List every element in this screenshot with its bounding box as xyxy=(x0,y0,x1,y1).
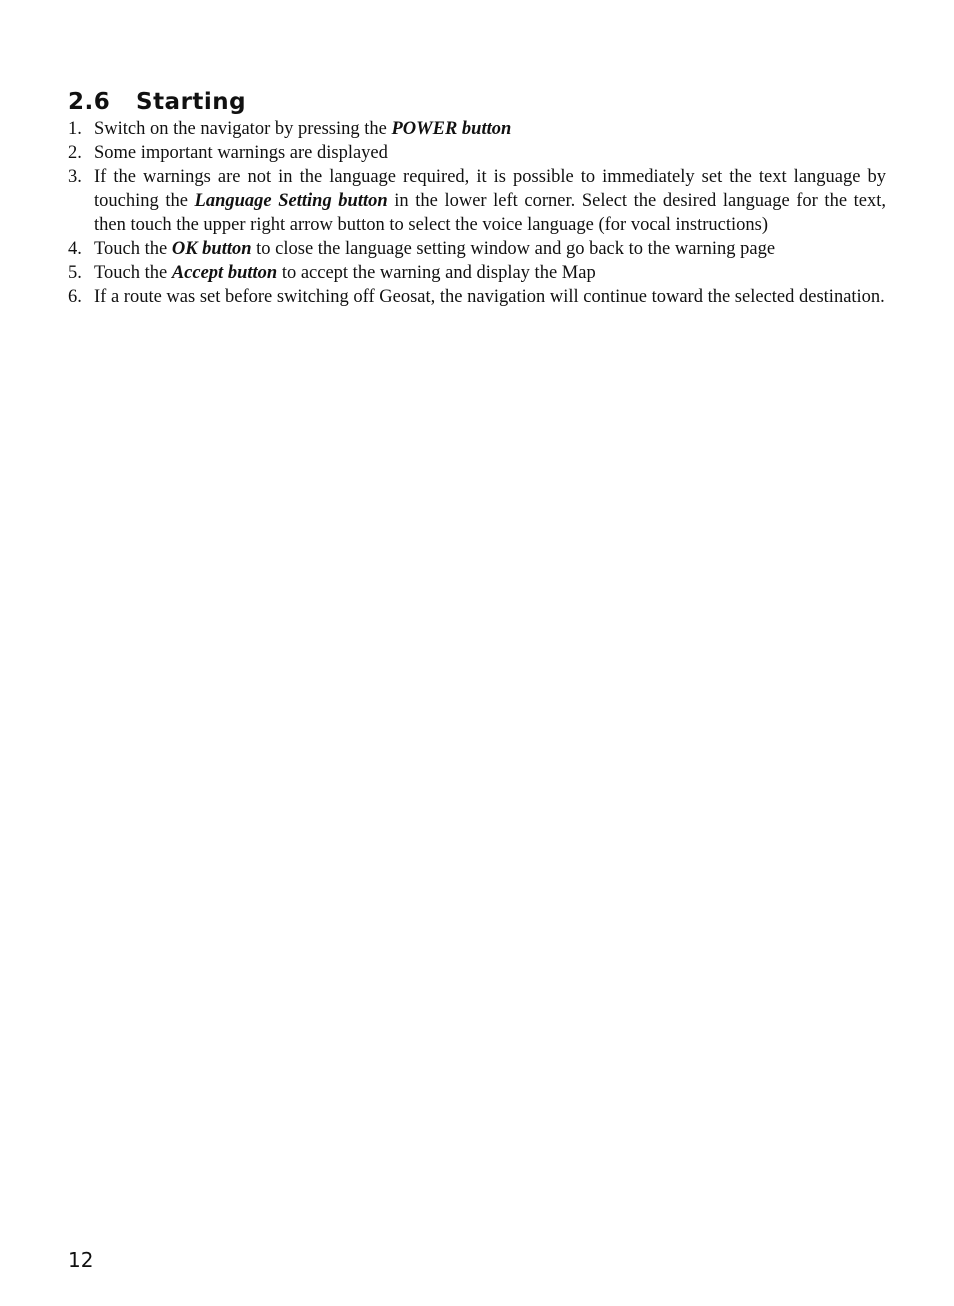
list-item xyxy=(68,237,886,261)
step-text-after: in the lower left corner. Select the desired language for the text, then touch the upper right arrow button to select the voice language (for vocal instructions) xyxy=(94,191,887,235)
step-text: Some important warnings are displayed xyxy=(94,143,388,163)
list-marker: 5. xyxy=(68,263,82,283)
step-text: If a route was set before switching off Geosat, the navigation will continue toward the selected destination. xyxy=(94,287,885,307)
list-item xyxy=(68,261,886,285)
section-heading xyxy=(68,86,246,118)
list-item xyxy=(68,165,886,237)
section-number: 2.6 xyxy=(68,89,111,115)
list-marker: 6. xyxy=(68,287,82,307)
list-item xyxy=(68,141,886,165)
list-marker: 4. xyxy=(68,239,82,259)
step-emphasis: POWER button xyxy=(391,119,512,139)
list-item xyxy=(68,285,886,309)
page-number: 12 xyxy=(68,1248,94,1272)
step-text-after: to close the language setting window and go back to the warning page xyxy=(251,239,776,259)
steps-list xyxy=(68,117,886,309)
step-emphasis: Accept button xyxy=(171,263,278,283)
step-text: Switch on the navigator by pressing the xyxy=(94,119,392,139)
step-text: If the warnings are not in the language required, it is possible to immediately set the text language by touching the xyxy=(94,167,886,211)
step-emphasis: OK button xyxy=(171,239,252,259)
step-text: Touch the xyxy=(94,263,172,283)
section-title: Starting xyxy=(136,89,247,115)
list-marker: 1. xyxy=(68,119,82,139)
step-text-after: to accept the warning and display the Map xyxy=(277,263,596,283)
list-marker: 2. xyxy=(68,143,82,163)
list-marker: 3. xyxy=(68,167,82,187)
step-text: Touch the xyxy=(94,239,172,259)
list-item xyxy=(68,117,886,141)
step-emphasis: Language Setting button xyxy=(194,191,388,211)
